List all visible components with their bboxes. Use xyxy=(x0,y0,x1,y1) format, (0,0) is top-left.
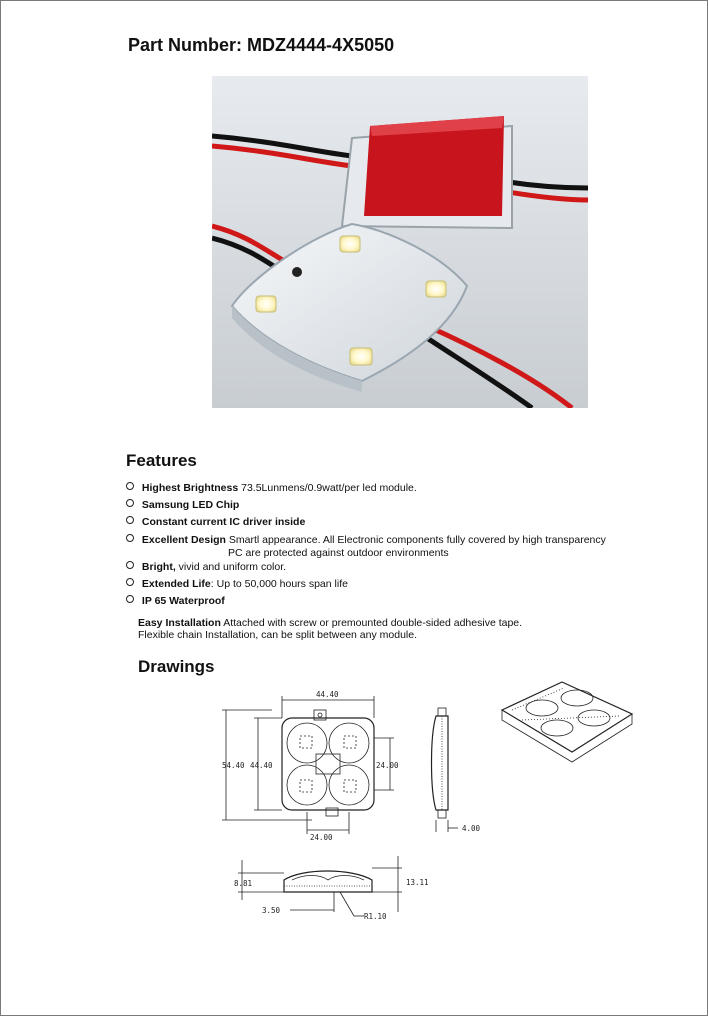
dim-side-thickness: 4.00 xyxy=(462,824,481,833)
feature-item: Samsung LED Chip xyxy=(126,499,239,512)
dim-radius: R1.10 xyxy=(364,912,387,921)
dim-inner-height: 44.40 xyxy=(250,761,273,770)
bullet-icon xyxy=(126,561,134,569)
bullet-icon xyxy=(126,499,134,507)
dim-offset: 3.50 xyxy=(262,906,281,915)
feature-item: Excellent Design Smartl appearance. All Electronic components fully covered by high transparency PC are protected against outdoor environments xyxy=(126,534,606,560)
dim-top-width: 44.40 xyxy=(316,690,339,699)
bullet-icon xyxy=(126,482,134,490)
dim-right-height: 13.11 xyxy=(406,878,429,887)
feature-item: Highest Brightness 73.5Lunmens/0.9watt/per led module. xyxy=(126,482,417,495)
bullet-icon xyxy=(126,534,134,542)
part-number-value: : MDZ4444-4X5050 xyxy=(236,35,395,55)
technical-drawings xyxy=(212,680,652,940)
dim-outer-height: 54.40 xyxy=(222,761,245,770)
features-heading: Features xyxy=(126,451,197,470)
feature-item: Extended Life: Up to 50,000 hours span life xyxy=(126,578,348,591)
drawings-heading: Drawings xyxy=(138,657,215,676)
part-number-label: Part Number xyxy=(128,35,237,55)
dimension-drawing xyxy=(212,680,652,940)
led-module-photo-icon xyxy=(212,76,588,408)
feature-item: Constant current IC driver inside xyxy=(126,516,305,529)
bullet-icon xyxy=(126,516,134,524)
dim-left-height: 8.81 xyxy=(234,879,253,888)
installation-paragraph: Easy Installation Attached with screw or premounted double-sided adhesive tape. Flexible chain Installation, can be split between any module. xyxy=(138,617,523,641)
dim-bottom-pitch: 24.00 xyxy=(310,833,333,842)
bullet-icon xyxy=(126,578,134,586)
dim-right-pitch: 24.00 xyxy=(376,761,399,770)
page-title xyxy=(128,35,394,56)
feature-item: Bright, vivid and uniform color. xyxy=(126,561,286,574)
feature-item: IP 65 Waterproof xyxy=(126,595,225,608)
bullet-icon xyxy=(126,595,134,603)
product-photo xyxy=(212,76,588,408)
